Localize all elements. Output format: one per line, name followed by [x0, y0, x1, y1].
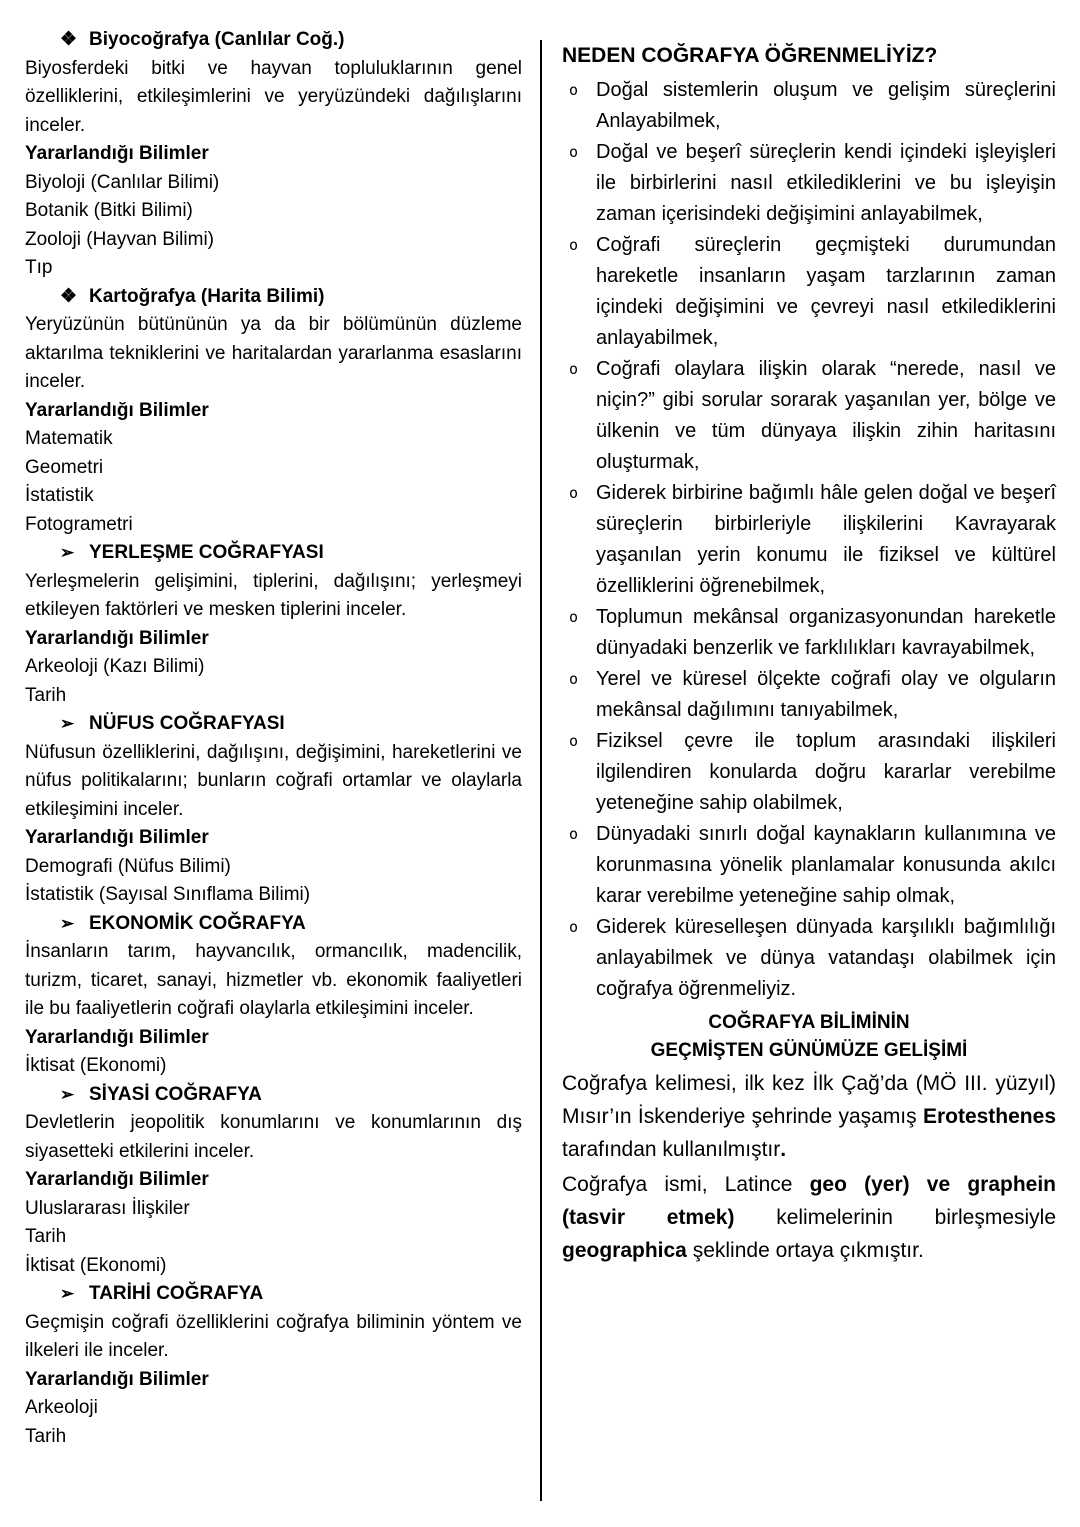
arrow-bullet-icon: ➢: [60, 1284, 75, 1303]
science-item: Fotogrametri: [25, 513, 133, 535]
science-item: İstatistik (Sayısal Sınıflama Bilimi): [25, 884, 311, 905]
section-ekonomik-cografya: [25, 910, 522, 1081]
bullet-item: [562, 602, 1056, 664]
topic-description: Geçmişin coğrafi özelliklerini coğrafya biliminin yöntem ve ilkeleri ile inceler.: [25, 1311, 522, 1361]
bullet-text: Dünyadaki sınırlı doğal kaynakların kullanımına ve korunmasına yönelik planlamalar konusunda akılcı karar verebilme yeteneğine sahip olmak,: [596, 823, 1056, 907]
topic-description: Devletlerin jeopolitik konumlarını ve konumlarının dış siyasetteki etkilerini inceler.: [25, 1112, 522, 1162]
topic-description: Nüfusun özelliklerini, dağılışını, değişimini, hareketlerini ve nüfus politikalarını; bunların coğrafi ortamlar ve olaylarla etkileşimini inceler.: [25, 741, 522, 820]
bullet-text: Giderek birbirine bağımlı hâle gelen doğal ve beşerî süreçlerin birbirleriyle ilişkilerini Kavrayarak yaşanılan yerin konumu ile fiziksel ve kültürel özelliklerini öğrenebilmek,: [596, 482, 1056, 597]
science-item: Demografi (Nüfus Bilimi): [25, 855, 231, 877]
subheading-yararlandigi-bilimler: Yararlandığı Bilimler: [25, 1026, 209, 1048]
paragraph-text: kelimelerinin birleşmesiyle: [734, 1206, 1057, 1229]
topic-title: [25, 710, 522, 739]
section-yerlesme-cografyasi: [25, 539, 522, 710]
topic-description: Yerleşmelerin gelişimini, tiplerini, dağılışını; yerleşmeyi etkileyen faktörleri ve mesken tiplerini inceler.: [25, 570, 522, 620]
circle-bullet-icon: o: [569, 143, 579, 161]
section-nufus-cografyasi: [25, 710, 522, 910]
circle-bullet-icon: o: [569, 236, 579, 254]
topic-title-text: TARİHİ COĞRAFYA: [89, 1283, 264, 1304]
science-item: Zooloji (Hayvan Bilimi): [25, 228, 214, 250]
topic-title-text: NÜFUS COĞRAFYASI: [89, 713, 285, 734]
circle-bullet-icon: o: [569, 360, 579, 378]
paragraph-bold-text: .: [780, 1138, 787, 1161]
science-item: Tıp: [25, 257, 53, 278]
topic-title-text: YERLEŞME COĞRAFYASI: [89, 542, 324, 563]
topic-title-text: Biyocoğrafya (Canlılar Coğ.): [89, 29, 345, 50]
arrow-bullet-icon: ➢: [60, 913, 75, 933]
circle-bullet-icon: o: [569, 608, 579, 626]
diamond-bullet-icon: ❖: [60, 29, 78, 50]
paragraph-text: Coğrafya ismi, Latince: [562, 1173, 810, 1196]
topic-description: Yeryüzünün bütününün ya da bir bölümünün düzleme aktarılma tekniklerini ve haritalardan yararlanma esaslarını inceler.: [25, 314, 522, 392]
arrow-bullet-icon: ➢: [60, 1084, 75, 1104]
paragraph-bold-text: Erotesthenes: [922, 1105, 1056, 1128]
bullet-text: Fiziksel çevre ile toplum arasındaki ilişkileri ilgilendiren konularda doğru kararlar verebilme yeteneğine sahip olabilmek,: [596, 730, 1056, 814]
bullet-item: [562, 137, 1056, 230]
science-item: Arkeoloji: [25, 1397, 98, 1418]
section-heading-neden-cografya: NEDEN COĞRAFYA ÖĞRENMELİYİZ?: [562, 44, 938, 67]
bullet-item: [562, 726, 1056, 819]
bullet-item: [562, 664, 1056, 726]
bullet-item: [562, 819, 1056, 912]
topic-description: Biyosferdeki bitki ve hayvan topluluklarının genel özelliklerini, etkileşimlerini ve yeryüzündeki dağılışlarını inceler.: [25, 57, 522, 136]
section-siyasi-cografya: [25, 1081, 522, 1281]
subheading-yararlandigi-bilimler: Yararlandığı Bilimler: [25, 827, 209, 848]
bullet-text: Coğrafi süreçlerin geçmişteki durumundan hareketle insanların yaşam tarzlarının zaman içindeki değişimini ve çevreyi nasıl etkilediklerini anlayabilmek,: [596, 234, 1056, 349]
circle-bullet-icon: o: [569, 825, 579, 843]
circle-bullet-icon: o: [569, 732, 579, 750]
science-item: İktisat (Ekonomi): [25, 1254, 167, 1276]
science-item: Uluslararası İlişkiler: [25, 1197, 190, 1219]
heading-line: GEÇMİŞTEN GÜNÜMÜZE GELİŞİMİ: [650, 1040, 968, 1061]
paragraph-text: şeklinde ortaya çıkmıştır.: [686, 1239, 924, 1262]
left-column: [25, 26, 522, 1507]
topic-title-text: SİYASİ COĞRAFYA: [89, 1083, 262, 1105]
science-item: Geometri: [25, 456, 104, 478]
section-kartografya: [25, 283, 522, 540]
diamond-bullet-icon: ❖: [60, 285, 78, 307]
bullet-item: [562, 75, 1056, 137]
topic-title: [25, 1081, 522, 1110]
subheading-yararlandigi-bilimler: Yararlandığı Bilimler: [25, 1368, 209, 1390]
topic-title: [25, 539, 522, 568]
bullet-item: [562, 478, 1056, 602]
bullet-text: Doğal ve beşerî süreçlerin kendi içindeki işleyişleri ile birbirlerini nasıl etkilediklerini ve bu işleyişin zaman içerisindeki değişimini anlayabilmek,: [596, 141, 1056, 225]
section-heading-cografya-biliminin: [562, 1009, 1056, 1065]
section-biyocografya: [25, 26, 522, 283]
bullet-text: Giderek küreselleşen dünyada karşılıklı bağımlılığı anlayabilmek ve dünya vatandaşı olabilmek için coğrafya öğrenmeliyiz.: [596, 916, 1056, 1000]
science-item: İktisat (Ekonomi): [25, 1055, 167, 1076]
heading-line: COĞRAFYA BİLİMİNİN: [708, 1012, 910, 1033]
subheading-yararlandigi-bilimler: Yararlandığı Bilimler: [25, 143, 209, 164]
circle-bullet-icon: o: [569, 670, 579, 688]
section-tarihi-cografya: [25, 1280, 522, 1451]
science-item: Biyoloji (Canlılar Bilimi): [25, 171, 220, 193]
circle-bullet-icon: o: [569, 484, 579, 502]
topic-title: [25, 910, 522, 939]
paragraph-bold-text: geographica: [562, 1239, 687, 1262]
science-item: Tarih: [25, 684, 67, 706]
science-item: İstatistik: [25, 485, 94, 506]
circle-bullet-icon: o: [569, 81, 579, 99]
science-item: Matematik: [25, 428, 113, 449]
bullet-text: Doğal sistemlerin oluşum ve gelişim süreçlerini Anlayabilmek,: [596, 79, 1056, 132]
bullet-item: [562, 230, 1056, 354]
bullet-text: Coğrafi olaylara ilişkin olarak “nerede, nasıl ve niçin?” gibi sorular sorarak yaşanılan yer, bölge ve ülkenin ve tüm dünyaya ilişkin zihin haritasını oluşturmak,: [596, 358, 1056, 473]
topic-title-text: EKONOMİK COĞRAFYA: [89, 912, 306, 934]
topic-title: [25, 1280, 522, 1309]
paragraph-text: tarafından kullanılmıştır: [562, 1138, 781, 1161]
arrow-bullet-icon: ➢: [60, 714, 75, 733]
paragraph-bold-text: geo (yer) ve graphein (tasvir etmek): [562, 1173, 1057, 1229]
subheading-yararlandigi-bilimler: Yararlandığı Bilimler: [25, 1169, 209, 1190]
topic-title-text: Kartoğrafya (Harita Bilimi): [89, 285, 325, 307]
topic-title: [25, 26, 522, 55]
science-item: Tarih: [25, 1425, 67, 1447]
science-item: Botanik (Bitki Bilimi): [25, 200, 193, 221]
arrow-bullet-icon: ➢: [60, 543, 75, 562]
history-paragraph-2: [562, 1168, 1056, 1267]
topic-description: İnsanların tarım, hayvancılık, ormancılık, madencilik, turizm, ticaret, sanayi, hizmetler vb. ekonomik faaliyetleri ile bu faaliyetlerin coğrafi olaylarla etkileşimini inceler.: [25, 941, 522, 1019]
history-paragraph-1: [562, 1067, 1056, 1166]
bullet-text: Yerel ve küresel ölçekte coğrafi olay ve olguların mekânsal dağılımını tanıyabilmek,: [596, 668, 1056, 721]
circle-bullet-icon: o: [569, 918, 579, 936]
bullet-item: [562, 912, 1056, 1005]
right-column: [542, 26, 1056, 1507]
bullet-text: Toplumun mekânsal organizasyonundan hareketle dünyadaki benzerlik ve farklılıkları kavrayabilmek,: [596, 606, 1056, 659]
topic-title: [25, 283, 522, 312]
science-item: Tarih: [25, 1226, 67, 1247]
paragraph-text: Coğrafya kelimesi, ilk kez İlk Çağ’da (MÖ III. yüzyıl) Mısır’ın İskenderiye şehrinde yaşamış: [562, 1072, 1056, 1128]
subheading-yararlandigi-bilimler: Yararlandığı Bilimler: [25, 627, 209, 649]
bullet-item: [562, 354, 1056, 478]
subheading-yararlandigi-bilimler: Yararlandığı Bilimler: [25, 399, 209, 421]
science-item: Arkeoloji (Kazı Bilimi): [25, 656, 205, 677]
